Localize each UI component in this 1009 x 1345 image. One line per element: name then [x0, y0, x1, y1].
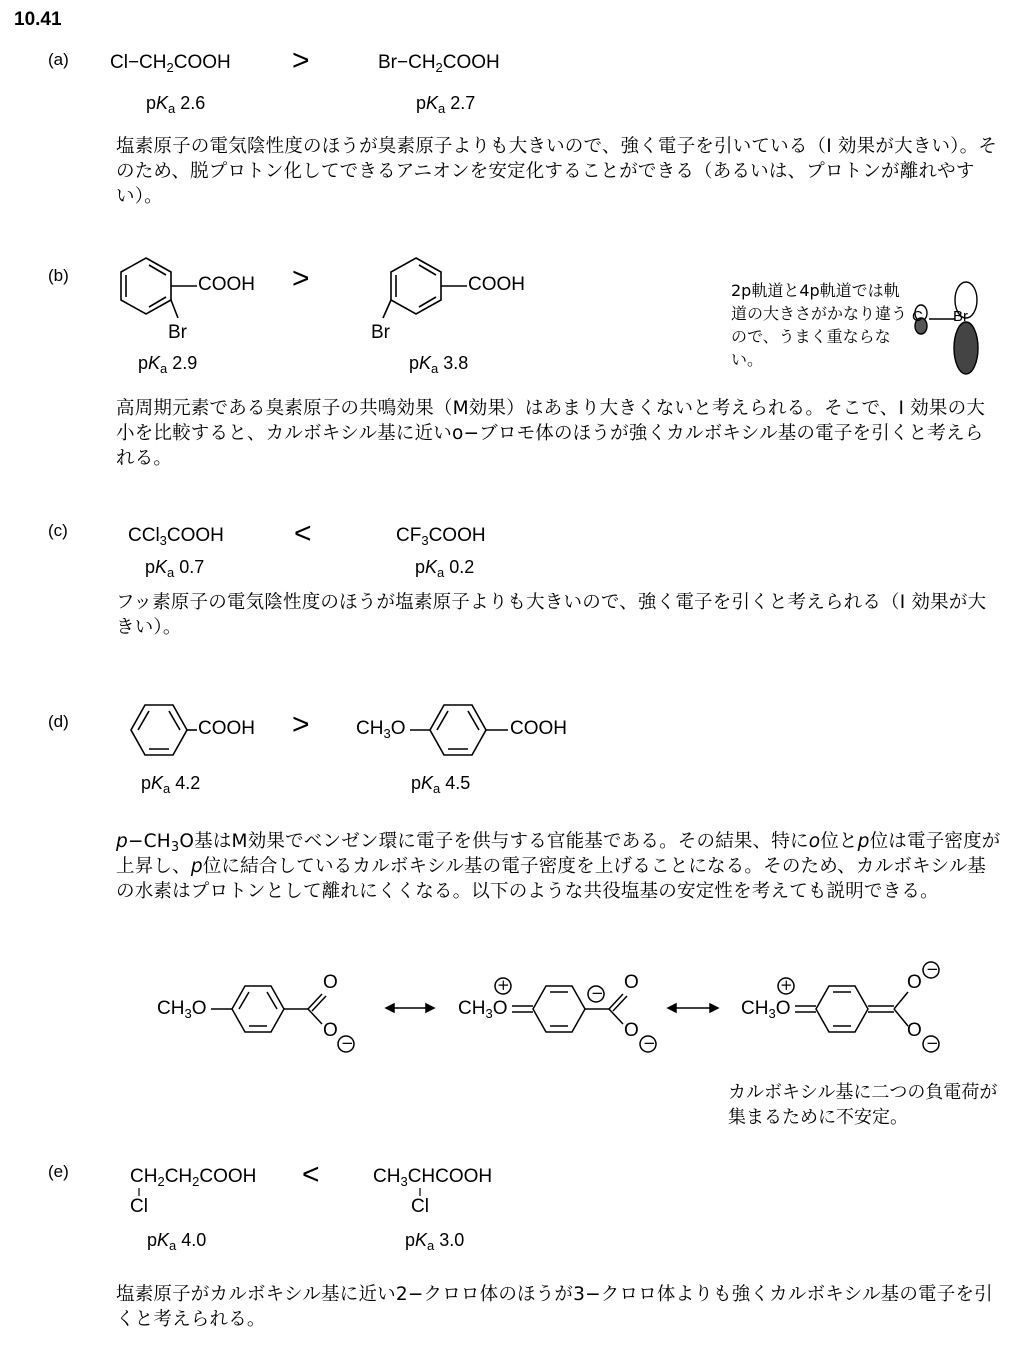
resonance-3-plus: +: [780, 976, 793, 994]
resonance-3-lower-minus: −: [926, 1034, 939, 1052]
part-d-explanation: $p-CH_3O$基はM効果でベンゼン環に電子を供与する官能基である。その結果、特にo位とp位は電子密度が上昇し、p位に結合しているカルボキシル基の電子密度を上げることになる。そのため、カルボキシル基の水素はプロトンとして離れにくくなる。以下のような共役塩基の安定性を考えても説明できる。: [116, 831, 1001, 902]
part-c-label: (c): [48, 521, 68, 540]
part-e-label: (e): [48, 1162, 69, 1181]
part-d-right-group: COOH: [510, 718, 567, 739]
part-e-left-pka: $pK_a$ 4.0: [147, 1230, 207, 1253]
part-d-right-pka: $pK_a$ 4.5: [411, 773, 471, 796]
part-b-left-substituent: Br: [168, 322, 187, 343]
resonance-2-plus: +: [497, 976, 510, 994]
part-c-left-pka: $pK_a$ 0.7: [145, 557, 205, 580]
part-c-explanation: フッ素原子の電気陰性度のほうが塩素原子よりも大きいので、強く電子を引くと考えられる（I 効果が大きい）。: [116, 592, 987, 638]
part-d-relation: >: [292, 708, 310, 741]
part-d-right-methoxy: $CH_3O$: [356, 718, 406, 741]
part-b-left-pka: $pK_a$ 2.9: [138, 353, 198, 376]
part-c-right-pka: $pK_a$ 0.2: [415, 557, 475, 580]
part-d-label: (d): [48, 712, 69, 731]
part-b-right-group: COOH: [468, 274, 525, 295]
orbital-c-label: C: [912, 308, 923, 325]
part-a-explanation: 塩素原子の電気陰性度のほうが臭素原子よりも大きいので、強く電子を引いている（I 効果が大きい）。そのため、脱プロトン化してできるアニオンを安定化することができる（あるいは、プロトンが離れやすい）。: [116, 136, 998, 207]
part-a-right-pka: $pK_a$ 2.7: [416, 93, 476, 116]
part-d-left-pka: $pK_a$ 4.2: [141, 773, 201, 796]
part-c-right-formula: $CF_3COOH$: [396, 525, 486, 548]
part-e-left-chloro: Cl: [130, 1196, 148, 1217]
part-a-left-formula: $Cl-CH_2COOH$: [110, 52, 231, 75]
part-b-right-pka: $pK_a$ 3.8: [409, 353, 469, 376]
resonance-2-ring-minus: −: [591, 984, 604, 1002]
part-a-relation: >: [292, 44, 310, 77]
part-b-label: (b): [48, 266, 69, 285]
part-e-right-chloro: Cl: [411, 1196, 429, 1217]
resonance-1-minus: −: [341, 1034, 354, 1052]
part-e-right-pka: $pK_a$ 3.0: [405, 1230, 465, 1253]
part-b-left-group: COOH: [198, 274, 255, 295]
resonance-2-minus: −: [643, 1034, 656, 1052]
orbital-br-label: Br: [953, 308, 968, 325]
resonance-1-anion-o: O: [323, 1020, 338, 1041]
part-c-left-formula: CCl$_3$COOH: [128, 525, 224, 548]
resonance-2-anion-o: O: [624, 1020, 639, 1041]
resonance-3-methoxy: $CH_3O$: [741, 998, 791, 1021]
resonance-3-upper-o: O: [907, 972, 922, 993]
part-e-explanation: 塩素原子がカルボキシル基に近い2−クロロ体のほうが3−クロロ体よりも強くカルボキシル基の電子を引くと考えられる。: [116, 1284, 993, 1330]
part-a-label: (a): [48, 50, 69, 69]
resonance-3-upper-minus: −: [926, 960, 939, 978]
part-b-relation: >: [292, 262, 310, 295]
part-a-right-formula: $Br-CH_2COOH$: [378, 52, 500, 75]
part-a-left-pka: $pK_a$ 2.6: [146, 93, 206, 116]
part-b-orbital-note: 2p軌道と4p軌道では軌道の大きさがかなり違うので、うまく重ならない。: [731, 281, 908, 369]
part-b-right-substituent: Br: [371, 322, 390, 343]
resonance-2-methoxy: $CH_3O$: [458, 998, 508, 1021]
part-b-explanation: 高周期元素である臭素原子の共鳴効果（M効果）はあまり大きくないと考えられる。そこで、I 効果の大小を比較すると、カルボキシル基に近いo−ブロモ体のほうが強くカルボキシル基の電子を引くと考えられる。: [116, 398, 986, 469]
resonance-note: カルボキシル基に二つの負電荷が集まるために不安定。: [728, 1082, 998, 1128]
part-e-left-formula: $CH_2CH_2COOH$: [130, 1166, 257, 1189]
part-e-right-formula: $CH_3CHCOOH$: [373, 1166, 493, 1189]
resonance-1-carbonyl-o: O: [323, 972, 338, 993]
part-c-relation: <: [294, 517, 312, 550]
problem-number: 10.41: [14, 9, 62, 30]
resonance-2-carbonyl-o: O: [624, 972, 639, 993]
part-e-relation: <: [302, 1158, 320, 1191]
part-d-left-group: COOH: [198, 718, 255, 739]
resonance-1-methoxy: $CH_3O$: [157, 998, 207, 1021]
resonance-3-lower-o: O: [907, 1020, 922, 1041]
